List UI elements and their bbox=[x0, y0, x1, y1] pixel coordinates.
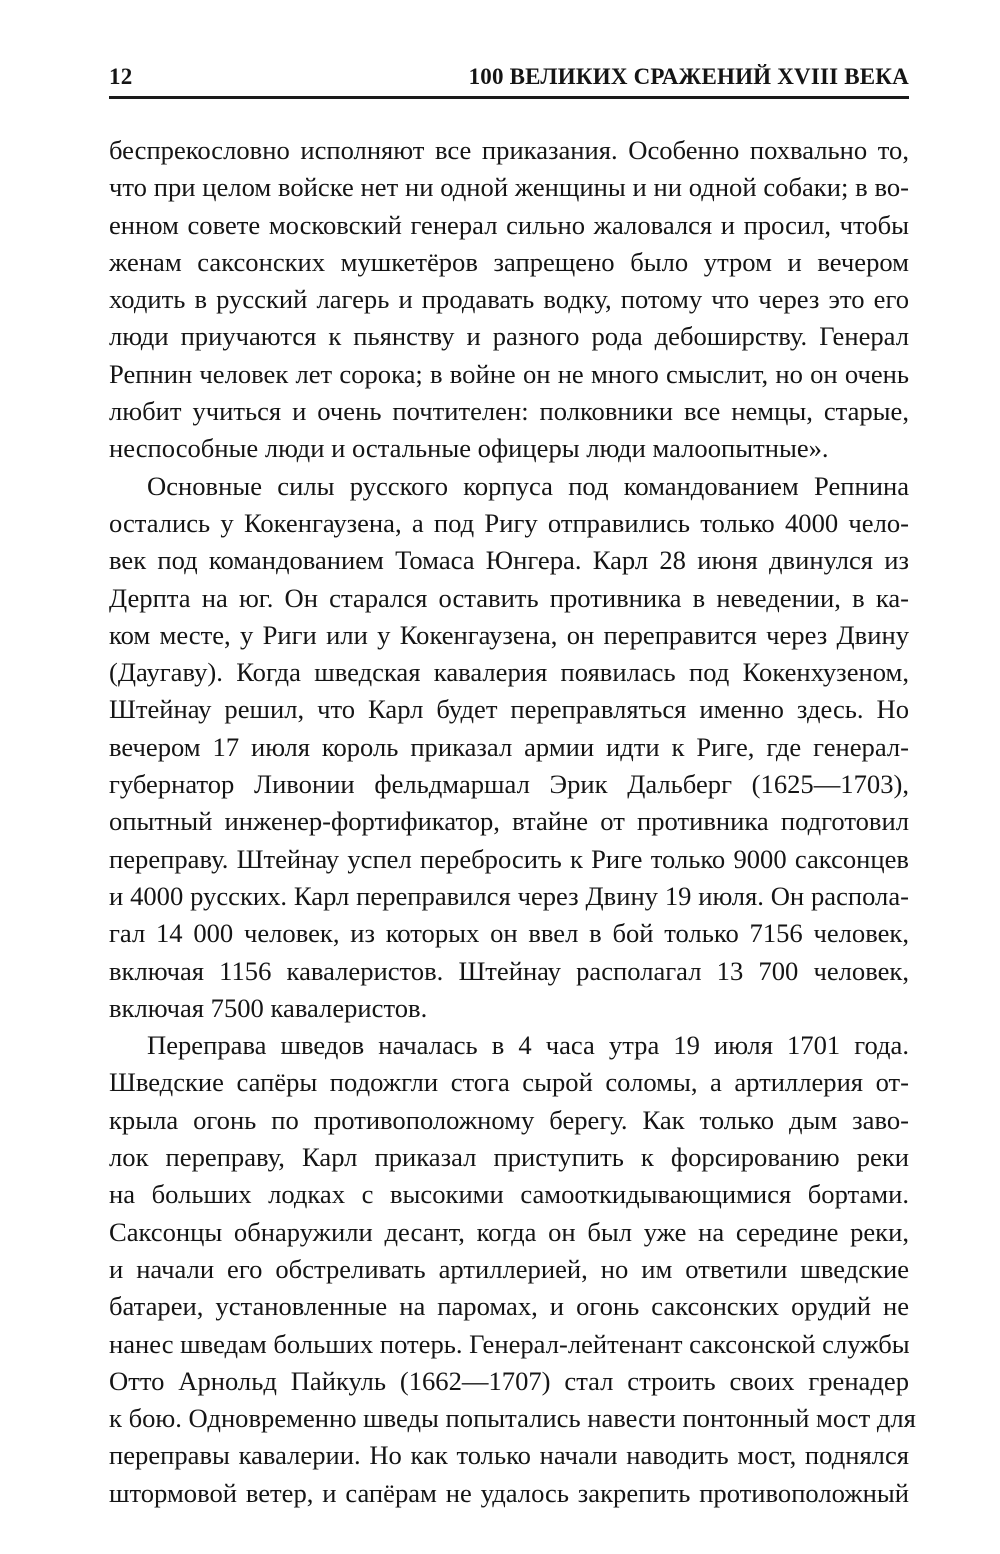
text-line: и начали его обстреливать артиллерией, но им ответили шведские bbox=[109, 1253, 909, 1284]
body-text bbox=[109, 132, 916, 1512]
text-line: нанес шведам больших потерь. Генерал-лейтенант саксонской службы bbox=[109, 1328, 910, 1359]
text-line: беспрекословно исполняют все приказания. Особенно похвально то, bbox=[109, 135, 909, 165]
text-line: Дерпта на юг. Он старался оставить противника в неведении, в ка- bbox=[109, 582, 909, 613]
text-line: к бою. Одновременно шведы попытались навести понтонный мост для bbox=[109, 1403, 916, 1434]
text-line: век под командованием Томаса Юнгера. Карл 28 июня двинулся из bbox=[109, 545, 909, 576]
text-line: Основные силы русского корпуса под командованием Репнина bbox=[147, 470, 909, 501]
running-head bbox=[109, 62, 909, 92]
text-line: ком месте, у Риги или у Кокенгаузена, он переправится через Двину bbox=[109, 619, 909, 650]
text-line: Саксонцы обнаружили десант, когда он был уже на середине реки, bbox=[109, 1216, 909, 1247]
text-line: вечером 17 июля король приказал армии идти к Риге, где генерал- bbox=[109, 731, 909, 762]
text-line: люди приучаются к пьянству и разного рода дебоширству. Генерал bbox=[109, 321, 909, 352]
text-line: гал 14 000 человек, из которых он ввел в бой только 7156 человек, bbox=[109, 918, 909, 949]
text-line: Репнин человек лет сорока; в войне он не много смыслит, но он очень bbox=[109, 358, 909, 389]
text-line: ходить в русский лагерь и продавать водку, потому что через это его bbox=[109, 284, 909, 315]
text-line: батареи, установленные на паромах, и огонь саксонских орудий не bbox=[109, 1291, 909, 1322]
text-line: любит учиться и очень почтителен: полковники все немцы, старые, bbox=[109, 396, 909, 427]
book-page bbox=[109, 62, 916, 1512]
text-line: губернатор Ливонии фельдмаршал Эрик Дальберг (1625—1703), bbox=[109, 769, 909, 800]
book-title: 100 ВЕЛИКИХ СРАЖЕНИЙ XVIII ВЕКА bbox=[468, 64, 909, 89]
text-line: переправу. Штейнау успел перебросить к Риге только 9000 саксонцев bbox=[109, 843, 909, 874]
text-line: и 4000 русских. Карл переправился через Двину 19 июля. Он распола- bbox=[109, 880, 909, 911]
text-line: включая 7500 кавалеристов. bbox=[109, 992, 428, 1023]
text-line: что при целом войске нет ни одной женщины и ни одной собаки; в во- bbox=[109, 172, 909, 203]
text-line: крыла огонь по противоположному берегу. Как только дым заво- bbox=[109, 1104, 909, 1135]
page-number: 12 bbox=[109, 64, 133, 89]
text-line: енном совете московский генерал сильно жаловался и просил, чтобы bbox=[109, 209, 909, 240]
text-line: переправы кавалерии. Но как только начали наводить мост, поднялся bbox=[109, 1440, 909, 1471]
text-line: включая 1156 кавалеристов. Штейнау располагал 13 700 человек, bbox=[109, 955, 909, 986]
text-line: Штейнау решил, что Карл будет переправляться именно здесь. Но bbox=[109, 694, 909, 725]
text-line: на больших лодках с высокими самооткидывающимися бортами. bbox=[109, 1179, 909, 1210]
text-line: лок переправу, Карл приказал приступить к форсированию реки bbox=[109, 1142, 909, 1173]
text-line: Отто Арнольд Пайкуль (1662—1707) стал строить своих гренадер bbox=[109, 1365, 909, 1396]
text-line: Шведские сапёры подожгли стога сырой соломы, а артиллерия от- bbox=[109, 1067, 909, 1098]
text-line: (Даугаву). Когда шведская кавалерия появилась под Кокенхузеном, bbox=[109, 657, 909, 688]
header-rule bbox=[109, 96, 909, 99]
text-line: Переправа шведов началась в 4 часа утра 19 июля 1701 года. bbox=[147, 1030, 909, 1061]
text-line: неспособные люди и остальные офицеры люди малоопытные». bbox=[109, 433, 829, 464]
text-line: остались у Кокенгаузена, а под Ригу отправились только 4000 чело- bbox=[109, 507, 909, 538]
text-line: опытный инженер-фортификатор, втайне от противника подготовил bbox=[109, 806, 909, 837]
text-line: штормовой ветер, и сапёрам не удалось закрепить противоположный bbox=[109, 1477, 909, 1508]
text-line: женам саксонских мушкетёров запрещено было утром и вечером bbox=[109, 246, 909, 277]
